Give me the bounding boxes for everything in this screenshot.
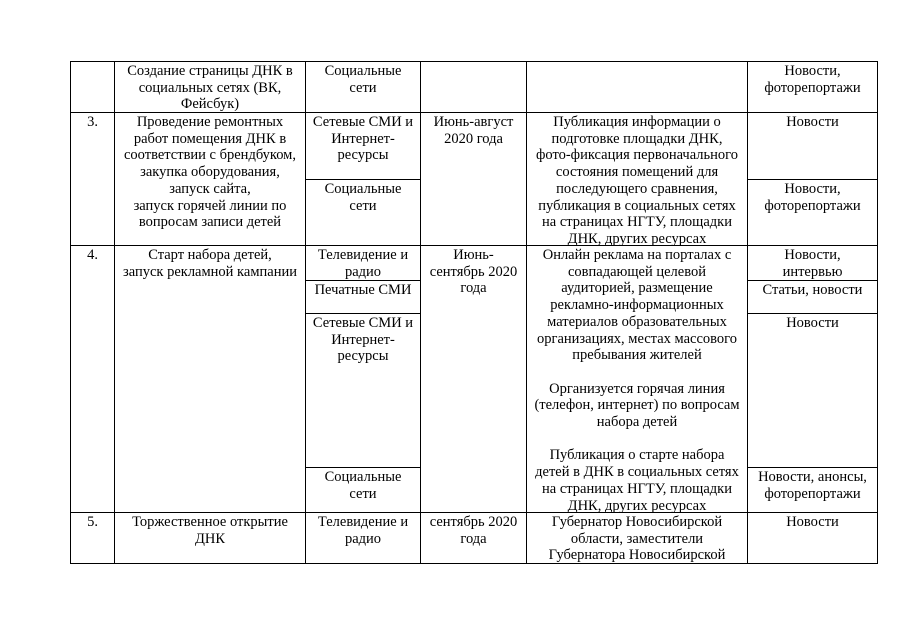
table-cell-media: Сетевые СМИ и Интернет- ресурсы <box>305 313 421 468</box>
table-cell-event: Создание страницы ДНК в социальных сетях (ВК, Фейсбук) <box>114 61 306 113</box>
table-cell-event: Торжественное открытие ДНК <box>114 512 306 564</box>
table-cell-description <box>526 61 748 113</box>
table-cell-format: Новости, анонсы, фоторепортажи <box>747 467 878 513</box>
table-cell-media: Сетевые СМИ и Интернет- ресурсы <box>305 112 421 180</box>
table-cell-media: Телевидение и радио <box>305 245 421 281</box>
table-cell-number <box>70 61 115 113</box>
table-cell-format: Новости <box>747 112 878 180</box>
table-cell-period: Июнь- сентябрь 2020 года <box>420 245 527 513</box>
table-cell-period: сентябрь 2020 года <box>420 512 527 564</box>
table-cell-period <box>420 61 527 113</box>
table-cell-event: Проведение ремонтных работ помещения ДНК в соответствии с брендбуком, закупка оборудования, запуск сайта, запуск горячей линии по вопросам записи детей <box>114 112 306 246</box>
table-cell-format: Новости <box>747 313 878 468</box>
table-cell-format: Статьи, новости <box>747 280 878 314</box>
table-cell-media: Социальные сети <box>305 61 421 113</box>
table-cell-format: Новости <box>747 512 878 564</box>
table-cell-number: 4. <box>70 245 115 513</box>
table-cell-media: Телевидение и радио <box>305 512 421 564</box>
table-cell-format: Новости, фоторепортажи <box>747 61 878 113</box>
table-cell-media: Социальные сети <box>305 467 421 513</box>
table-cell-number: 5. <box>70 512 115 564</box>
table-cell-media: Социальные сети <box>305 179 421 246</box>
table-cell-format: Новости, фоторепортажи <box>747 179 878 246</box>
table-cell-description: Губернатор Новосибирской области, заместители Губернатора Новосибирской <box>526 512 748 564</box>
table-cell-media: Печатные СМИ <box>305 280 421 314</box>
table-cell-description: Публикация информации о подготовке площадки ДНК, фото-фиксация первоначального состояния помещений для последующего сравнения, публикация в социальных сетях на страницах НГТУ, площадки ДНК, других ресурсах <box>526 112 748 246</box>
table-cell-period: Июнь-август 2020 года <box>420 112 527 246</box>
table-cell-number: 3. <box>70 112 115 246</box>
table-cell-format: Новости, интервью <box>747 245 878 281</box>
table-cell-description: Онлайн реклама на порталах с совпадающей целевой аудиторией, размещение рекламно-информационных материалов образовательных организациях, местах массового пребывания жителей Организуется горячая линия (телефон, интернет) по вопросам набора детей Публикация о старте набора детей в ДНК в социальных сетях на страницах НГТУ, площадки ДНК, других ресурсах <box>526 245 748 513</box>
table-cell-event: Старт набора детей, запуск рекламной кампании <box>114 245 306 513</box>
